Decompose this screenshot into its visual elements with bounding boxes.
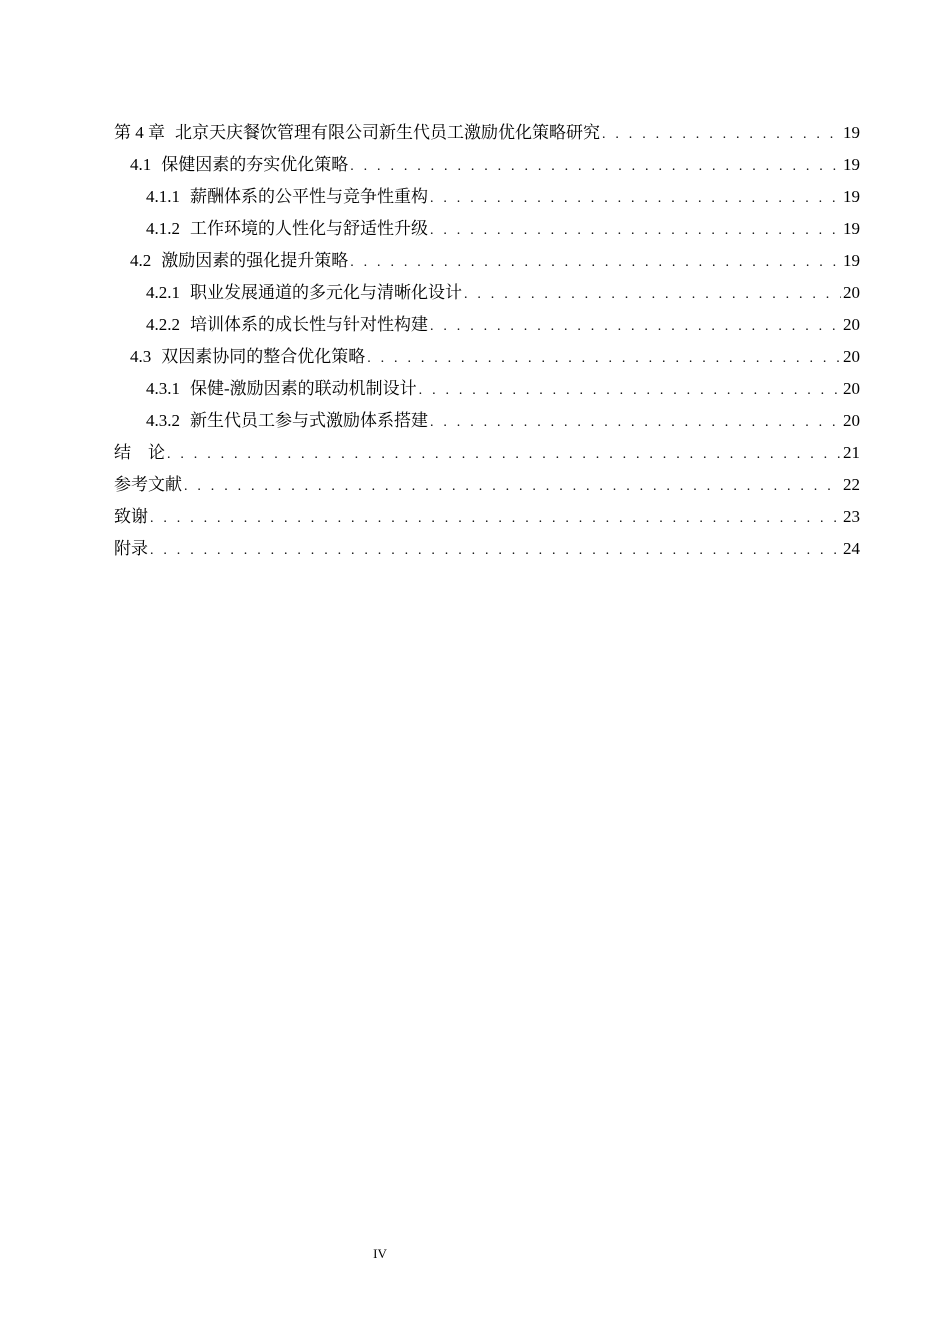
toc-entry-title: 新生代员工参与式激励体系搭建: [190, 411, 428, 430]
toc-entry-page: 19: [843, 187, 860, 206]
toc-entry-number: 4.1.1: [146, 187, 180, 206]
dot-leader: [602, 119, 841, 151]
toc-entry-number: 4.1: [130, 155, 152, 174]
toc-entry-number: 4.2.1: [146, 283, 180, 302]
dot-leader: [150, 535, 841, 567]
toc-entry-page: 24: [843, 539, 860, 558]
toc-entry-number: 第 4 章: [114, 123, 165, 142]
dot-leader: [367, 343, 841, 375]
toc-entry-page: 21: [843, 443, 860, 462]
table-of-contents: [114, 117, 860, 565]
toc-entry-page: 20: [843, 347, 860, 366]
toc-entry-page: 20: [843, 379, 860, 398]
toc-entry-title: 保健-激励因素的联动机制设计: [190, 379, 417, 398]
toc-entry-appendix[interactable]: [114, 533, 860, 565]
dot-leader: [430, 215, 841, 247]
toc-entry-acknowledgements[interactable]: [114, 501, 860, 533]
toc-entry-4-3-1[interactable]: [114, 373, 860, 405]
dot-leader: [184, 471, 841, 503]
toc-entry-conclusion[interactable]: [114, 437, 860, 469]
toc-entry-title: 薪酬体系的公平性与竞争性重构: [190, 187, 428, 206]
toc-entry-title: 参考文献: [114, 475, 182, 495]
page-number-footer: IV: [373, 1246, 387, 1261]
toc-entry-chapter-4[interactable]: [114, 117, 860, 149]
dot-leader: [150, 503, 841, 535]
toc-entry-page: 20: [843, 315, 860, 334]
toc-entry-number: 4.3: [130, 347, 152, 366]
toc-entry-title: 双因素协同的整合优化策略: [161, 347, 366, 366]
dot-leader: [430, 407, 841, 439]
dot-leader: [167, 439, 841, 471]
toc-entry-title: 激励因素的强化提升策略: [161, 251, 349, 270]
toc-entry-number: 4.3.1: [146, 379, 180, 398]
dot-leader: [430, 183, 841, 215]
toc-entry-page: 19: [843, 155, 860, 174]
toc-entry-4-2[interactable]: [114, 245, 860, 277]
toc-entry-number: 4.3.2: [146, 411, 180, 430]
dot-leader: [350, 247, 841, 279]
toc-entry-4-1-1[interactable]: [114, 181, 860, 213]
toc-entry-number: 4.1.2: [146, 219, 180, 238]
toc-entry-number: 4.2.2: [146, 315, 180, 334]
toc-entry-title: 附录: [114, 539, 148, 559]
toc-entry-title: 结 论: [114, 443, 165, 463]
toc-entry-references[interactable]: [114, 469, 860, 501]
dot-leader: [430, 311, 841, 343]
toc-entry-page: 20: [843, 411, 860, 430]
toc-entry-title: 工作环境的人性化与舒适性升级: [190, 219, 428, 238]
toc-entry-title: 职业发展通道的多元化与清晰化设计: [190, 283, 462, 302]
toc-entry-page: 22: [843, 475, 860, 494]
toc-entry-4-1-2[interactable]: [114, 213, 860, 245]
toc-entry-title: 致谢: [114, 507, 148, 527]
dot-leader: [464, 279, 841, 311]
toc-entry-4-2-1[interactable]: [114, 277, 860, 309]
toc-entry-4-3-2[interactable]: [114, 405, 860, 437]
toc-entry-page: 23: [843, 507, 860, 526]
dot-leader: [419, 375, 841, 407]
toc-entry-page: 20: [843, 283, 860, 302]
toc-entry-number: 4.2: [130, 251, 152, 270]
toc-entry-4-1[interactable]: [114, 149, 860, 181]
toc-entry-page: 19: [843, 123, 860, 142]
dot-leader: [350, 151, 841, 183]
toc-entry-page: 19: [843, 219, 860, 238]
toc-entry-title: 培训体系的成长性与针对性构建: [190, 315, 428, 334]
toc-entry-page: 19: [843, 251, 860, 270]
toc-entry-4-3[interactable]: [114, 341, 860, 373]
toc-entry-title: 保健因素的夯实优化策略: [161, 155, 349, 174]
toc-entry-4-2-2[interactable]: [114, 309, 860, 341]
toc-entry-title: 北京天庆餐饮管理有限公司新生代员工激励优化策略研究: [175, 123, 600, 143]
